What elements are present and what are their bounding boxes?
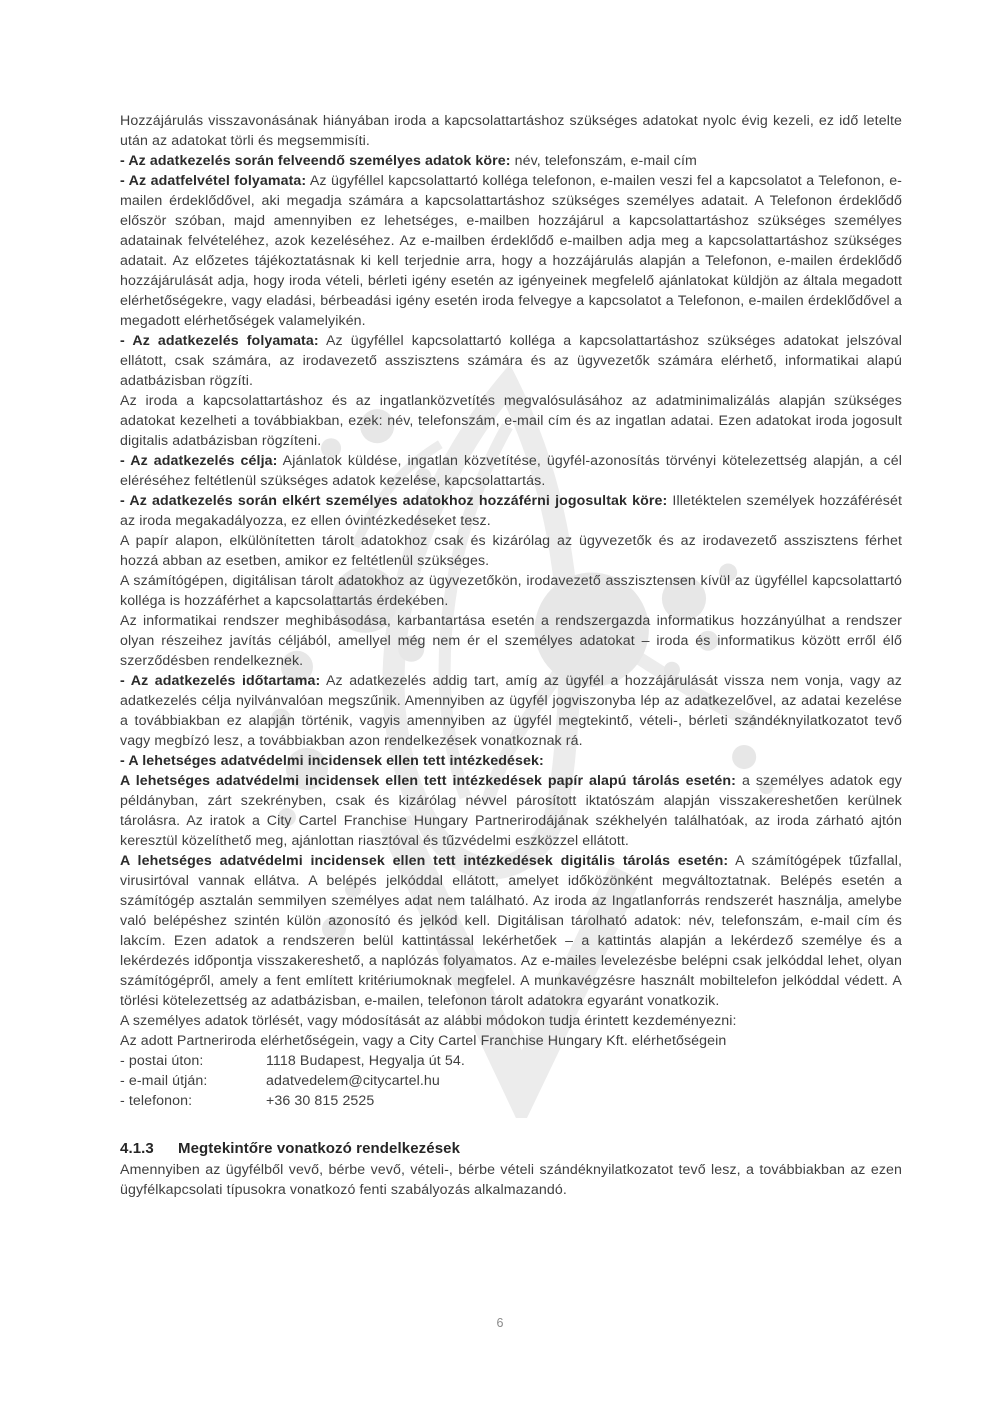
section-heading-4-1-3 — [120, 1138, 902, 1159]
paragraph-text: Hozzájárulás visszavonásának hiányában iroda a kapcsolattartáshoz szükséges adatokat nyolc évig kezeli, ez idő letelte után az adatokat törli és megsemmisíti. — [120, 113, 902, 149]
paragraph-text: a személyes adatok egy példányban, zárt szekrényben, csak és kizárólag névvel párosított iktatószám alapján visszakereshetően kerülnek tárolásra. Az iratok a City Cartel Franchise Hungary Partnerirodájának székhelyén találhatóak, az iroda zárható ajtón keresztül közelíthető meg, ajánlottan riasztóval és tűzvédelmi eszközzel ellátott. — [120, 773, 902, 849]
paragraph-text: Ajánlatok küldése, ingatlan közvetítése, ügyfél-azonosítás törvényi kötelezettség alapján, a cél eléréséhez feltétlenül szükséges adatok kezelése, kapcsolattartás. — [120, 453, 902, 489]
paragraph-processing-process — [120, 331, 902, 391]
paragraph-text: A papír alapon, elkülönítetten tárolt adatokhoz csak és kizárólag az ügyvezetők és az irodavezető asszisztens férhet hozzá abban az esetben, amikor ez feltétlenül szükséges. — [120, 533, 902, 569]
paragraph-text: A személyes adatok törlését, vagy módosítását az alábbi módokon tudja érintett kezdeményezni: — [120, 1013, 737, 1029]
paragraph-lead: - Az adatkezelés során felveendő személyes adatok köre: — [120, 153, 511, 169]
page-number: 6 — [496, 1316, 504, 1330]
section-title: Megtekintőre vonatkozó rendelkezések — [178, 1140, 461, 1157]
paragraph-paper-access — [120, 531, 902, 571]
paragraph-text: név, telefonszám, e-mail cím — [510, 153, 697, 169]
paragraph-lead: - Az adatkezelés célja: — [120, 453, 278, 469]
paragraph-processing-duration — [120, 671, 902, 751]
body-text-block — [120, 111, 902, 1200]
contact-label: - e-mail útján: — [120, 1073, 208, 1089]
paragraph-it-maintenance — [120, 611, 902, 671]
paragraph-data-scope — [120, 151, 902, 171]
contact-label: - postai úton: — [120, 1053, 204, 1069]
paragraph-retention — [120, 111, 902, 151]
paragraph-lead: - Az adatkezelés időtartama: — [120, 673, 321, 689]
paragraph-text: A számítógépen, digitálisan tárolt adatokhoz az ügyvezetőkön, irodavezető asszisztensen kívül az ügyféllel kapcsolattartó kolléga is hozzáférhet a kapcsolattartás érdekében. — [120, 573, 902, 609]
paragraph-data-minimization — [120, 391, 902, 451]
paragraph-text: Az adott Partneriroda elérhetőségein, vagy a City Cartel Franchise Hungary Kft. elérhetőségein — [120, 1033, 727, 1049]
paragraph-text: Illetéktelen személyek hozzáférését az iroda megakadályozza, ez ellen óvintézkedéseket tesz. — [120, 493, 902, 529]
paragraph-lead: A lehetséges adatvédelmi incidensek ellen tett intézkedések digitális tárolás esetén: — [120, 853, 729, 869]
paragraph-text: Az ügyféllel kapcsolattartó kolléga telefonon, e-mailen veszi fel a kapcsolatot a Telefonon, e-mailen érdeklődővel, aki megadja számára a kapcsolattartáshoz szükséges személyes adatait. A Telefonon érdeklődő először szóban, majd amennyiben ez lehetséges, e-mailben hozzájárul a kapcsolattartáshoz szükséges személyes adatainak felvételéhez, azok kezeléséhez. Az e-mailben érdeklődő e-mailben adja meg a kapcsolattartáshoz szükséges adatait. Az előzetes tájékoztatásnak ki kell terjednie arra, hogy a hozzájárulás alapján a Telefonon, e-mailen érdeklődő hozzájárulását adja, hogy iroda vételi, bérleti igény esetén az igényeinek megfelelő ajánlatokat küldjön az általa megadott elérhetőségekre, vagy eladási, bérbeadási igény esetén iroda felvegye a kapcsolatot a Telefonon, e-mailen érdeklődővel a megadott elérhetőségek valamelyikén. — [120, 173, 903, 329]
paragraph-contact-intro — [120, 1031, 902, 1051]
contact-row-postal — [120, 1051, 902, 1071]
paragraph-deletion-request — [120, 1011, 902, 1031]
paragraph-data-intake-process — [120, 171, 902, 331]
paragraph-incident-measures-title — [120, 751, 902, 771]
contact-value-phone-number: +36 30 815 2525 — [266, 1093, 375, 1109]
contact-label: - telefonon: — [120, 1093, 193, 1109]
paragraph-text: A számítógépek tűzfallal, virusirtóval vannak ellátva. A belépés jelkóddal ellátott, amelyet időközönként megváltoztatnak. Belépés esetén a számítógép asztalán semmilyen személyes adat nem található. Az iroda az Ingatlanforrás rendszerét használja, amelybe való belépéshez szintén külön azonosító és jelkód kell. Digitálisan tárolható adatok: név, telefonszám, e-mail cím és lakcím. Ezen adatok a rendszeren belül kattintással lekérhetőek – a kattintás alapján a lekérdező személye és a lekérdezés időpontja visszakereshető, a naplózás folyamatos. Az e-mailes levelezésbe belépni csak jelkóddal lehet, olyan számítógépről, amely a fent említett kritériumoknak megfelel. A munkavégzésre használt mobiltelefon jelkóddal védett. A törlési kötelezettség az adatbázisban, e-mailen, telefonon tárolt adatokra egyaránt vonatkozik. — [120, 853, 902, 1009]
paragraph-digital-access — [120, 571, 902, 611]
paragraph-text: Az iroda a kapcsolattartáshoz és az ingatlanközvetítés megvalósulásához az adatminimalizálás alapján szükséges adatokat kezelheti a továbbiakban, ezek: név, telefonszám, e-mail cím és az ingatlan adatai. Ezen adatokat iroda jogosult digitalis adatbázisban rögzíteni. — [120, 393, 902, 449]
paragraph-incident-paper-storage — [120, 771, 902, 851]
section-number: 4.1.3 — [120, 1140, 154, 1157]
paragraph-processing-purpose — [120, 451, 902, 491]
contact-row-phone — [120, 1091, 902, 1111]
contact-row-email — [120, 1071, 902, 1091]
contact-value-email-address: adatvedelem@citycartel.hu — [266, 1073, 440, 1089]
paragraph-lead: - Az adatkezelés folyamata: — [120, 333, 319, 349]
contact-value-postal-address: 1118 Budapest, Hegyalja út 54. — [266, 1053, 465, 1069]
paragraph-incident-digital-storage — [120, 851, 902, 1011]
paragraph-access-rights — [120, 491, 902, 531]
paragraph-text: Az ügyféllel kapcsolattartó kolléga a kapcsolattartáshoz szükséges adatokat jelszóval ellátott, csak számára, az irodavezető asszisztens számára és az ügyvezetők számára elérhető, informatikai alapú adatbázisban rögzíti. — [120, 333, 902, 389]
paragraph-lead: - Az adatfelvétel folyamata: — [120, 173, 307, 189]
paragraph-viewer-provisions: Amennyiben az ügyfélből vevő, bérbe vevő, vételi-, bérbe vételi szándéknyilatkozatot tevő lesz, a továbbiakban az ezen ügyfélkapcsolati típusokra vonatkozó fenti szabályozás alkalmazandó. — [120, 1162, 902, 1198]
paragraph-lead: - A lehetséges adatvédelmi incidensek ellen tett intézkedések: — [120, 753, 544, 769]
paragraph-text: Az informatikai rendszer meghibásodása, karbantartása esetén a rendszergazda informatikus hozzányúlhat a rendszer olyan részeihez javítás céljából, amellyel még nem ér el személyes adatokat – iroda és informatikus között erről élő szerződésben rendelkeznek. — [120, 613, 902, 669]
paragraph-lead: - Az adatkezelés során elkért személyes adatokhoz hozzáférni jogosultak köre: — [120, 493, 668, 509]
paragraph-lead: A lehetséges adatvédelmi incidensek ellen tett intézkedések papír alapú tárolás esetén: — [120, 773, 737, 789]
paragraph-text: Az adatkezelés addig tart, amíg az ügyfél a hozzájárulását vissza nem vonja, vagy az adatkezelés célja nyilvánvalóan megszűnik. Amennyiben az ügyfél jogviszonyba lép az adatkezelővel, az adatai kezelése a továbbiakban ez alapján történik, vagyis amennyiben az ügyfél megtekintő, vételi-, bérleti szándéknyilatkozatot tevő vagy megbízó lesz, a továbbiakban azon rendelkezések vonatkoznak rá. — [120, 673, 902, 749]
